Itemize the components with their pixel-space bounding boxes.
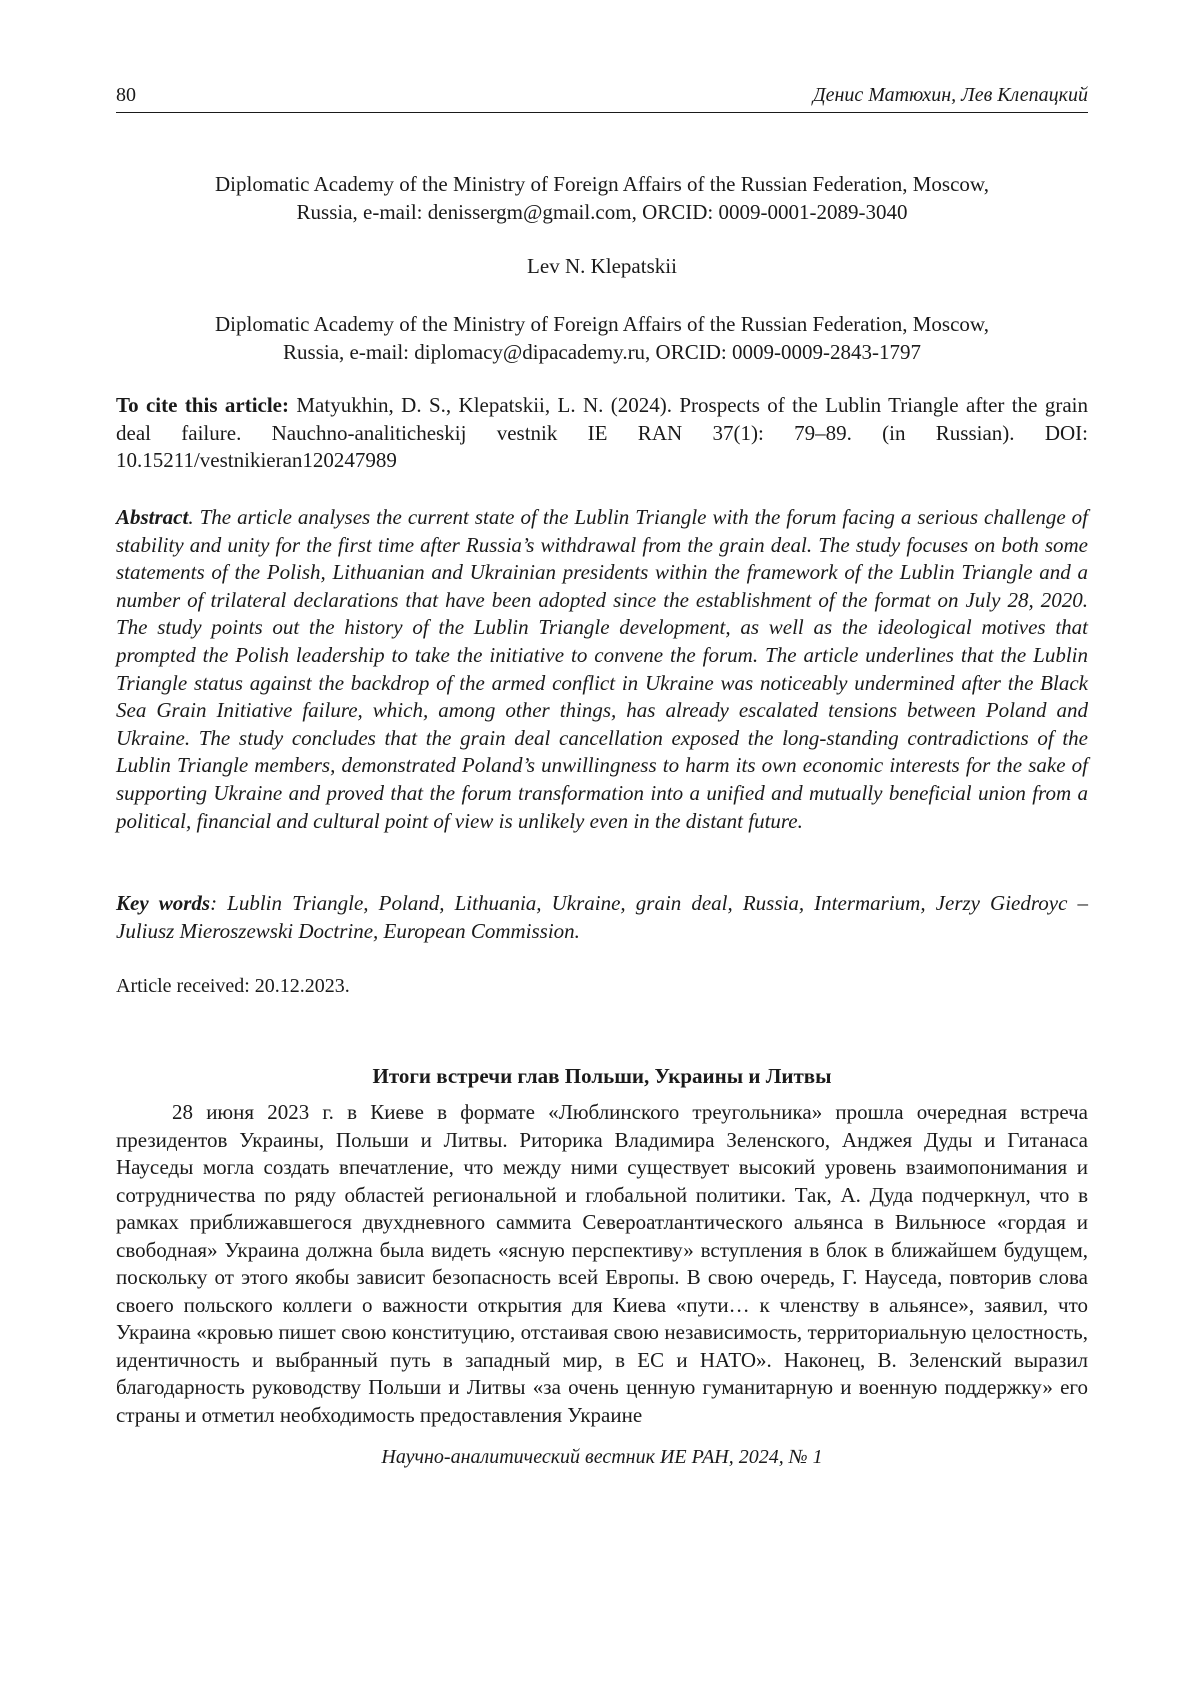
keywords-label: Key words	[116, 891, 211, 915]
abstract	[116, 504, 1088, 835]
running-header	[116, 84, 1088, 113]
page-number: 80	[116, 84, 136, 106]
abstract-label: Abstract	[116, 505, 189, 529]
affiliation-1-line-1: Diplomatic Academy of the Ministry of Foreign Affairs of the Russian Federation, Moscow,	[215, 172, 989, 196]
abstract-text: . The article analyses the current state of the Lublin Triangle with the forum facing a serious challenge of stability and unity for the first time after Russia’s withdrawal from the grain deal. The study focuses on both some statements of the Polish, Lithuanian and Ukrainian presidents within the framework of the Lublin Triangle and a number of trilateral declarations that have been adopted since the establishment of the format on July 28, 2020. The study points out the history of the Lublin Triangle development, as well as the ideological motives that prompted the Polish leadership to take the initiative to convene the forum. The article underlines that the Lublin Triangle status against the backdrop of the armed conflict in Ukraine was noticeably undermined after the Black Sea Grain Initiative failure, which, among other things, has already escalated tensions between Poland and Ukraine. The study concludes that the grain deal cancellation exposed the long-standing contradictions of the Lublin Triangle members, demonstrated Poland’s unwillingness to harm its own economic interests for the sake of supporting Ukraine and proved that the forum transformation into a unified and mutually beneficial union from a political, financial and cultural point of view is unlikely even in the distant future.	[116, 505, 1088, 833]
journal-footer: Научно-аналитический вестник ИЕ РАН, 2024, № 1	[381, 1446, 823, 1468]
running-header-authors: Денис Матюхин, Лев Клепацкий	[812, 84, 1088, 106]
page	[116, 0, 1088, 1698]
affiliation-2-line-2: Russia, e-mail: diplomacy@dipacademy.ru, ORCID: 0009-0009-2843-1797	[283, 340, 921, 364]
article-received: Article received: 20.12.2023.	[116, 975, 350, 997]
section-title: Итоги встречи глав Польши, Украины и Литвы	[372, 1064, 832, 1088]
affiliation-1	[116, 170, 1088, 226]
affiliation-2	[116, 310, 1088, 366]
body-paragraph: 28 июня 2023 г. в Киеве в формате «Люблинского треугольника» прошла очередная встреча президентов Украины, Польши и Литвы. Риторика Владимира Зеленского, Анджея Дуды и Гитанаса Науседы могла создать впечатление, что между ними существует высокий уровень взаимопонимания и сотрудничества по ряду областей региональной и глобальной политики. Так, А. Дуда подчеркнул, что в рамках приближавшегося двухдневного саммита Североатлантического альянса в Вильнюсе «гордая и свободная» Украина должна была видеть «ясную перспективу» вступления в блок в ближайшем будущем, поскольку от этого якобы зависит безопасность всей Европы. В свою очередь, Г. Науседа, повторив слова своего польского коллеги о важности открытия для Киева «пути… к членству в альянсе», заявил, что Украина «кровью пишет свою конституцию, отстаивая свою независимость, территориальную целостность, идентичность и выбранный путь в западный мир, в ЕС и НАТО». Наконец, В. Зеленский выразил благодарность руководству Польши и Литвы «за очень ценную гуманитарную и военную поддержку» его страны и отметил необходимость предоставления Украине	[116, 1100, 1088, 1428]
keywords	[116, 890, 1088, 945]
keywords-text: : Lublin Triangle, Poland, Lithuania, Ukraine, grain deal, Russia, Intermarium, Jerzy Giedroyc – Juliusz Mieroszewski Doctrine, European Commission.	[116, 891, 1088, 943]
affiliation-1-line-2: Russia, e-mail: denissergm@gmail.com, ORCID: 0009-0001-2089-3040	[296, 200, 908, 224]
citation-text: Matyukhin, D. S., Klepatskii, L. N. (2024). Prospects of the Lublin Triangle after the grain deal failure. Nauchno-analiticheskij vestnik IE RAN 37(1): 79–89. (in Russian). DOI: 10.15211/vestnikieran120247989	[116, 393, 1088, 472]
citation	[116, 392, 1088, 475]
affiliation-2-line-1: Diplomatic Academy of the Ministry of Foreign Affairs of the Russian Federation, Moscow,	[215, 312, 989, 336]
citation-label: To cite this article:	[116, 393, 289, 417]
author-2-name: Lev N. Klepatskii	[527, 254, 677, 278]
